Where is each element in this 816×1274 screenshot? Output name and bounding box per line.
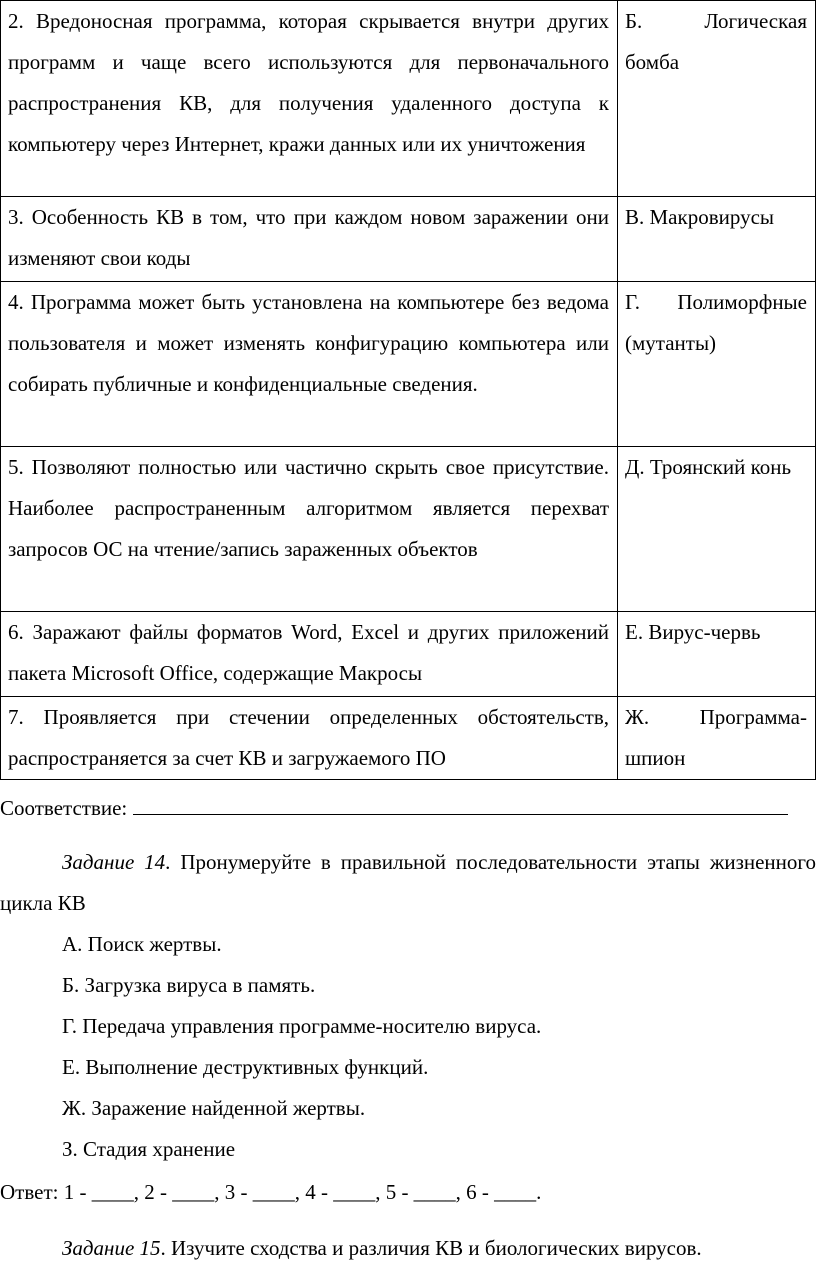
table-row xyxy=(1,697,816,780)
term-cell xyxy=(618,282,816,447)
table-row xyxy=(1,447,816,612)
lifecycle-stage-list xyxy=(62,924,802,1170)
task-15-text: . Изучите сходства и различия КВ и биологических вирусов. xyxy=(160,1236,702,1260)
list-item: Г. Передача управления программе-носителю вируса. xyxy=(62,1014,542,1038)
answer-line: Ответ: 1 - ____, 2 - ____, 3 - ____, 4 - ____, 5 - ____, 6 - ____. xyxy=(0,1180,542,1204)
table-row xyxy=(1,282,816,447)
term-cell xyxy=(618,697,816,780)
term-text: Г. Полиморфные (мутанты) xyxy=(625,290,807,355)
correspondence-label: Соответствие: xyxy=(0,796,128,820)
list-item: А. Поиск жертвы. xyxy=(62,932,222,956)
task-14-title: Задание 14 xyxy=(62,850,166,874)
table-row xyxy=(1,612,816,697)
term-cell xyxy=(618,1,816,197)
description-cell xyxy=(1,197,618,282)
term-cell xyxy=(618,197,816,282)
term-text: Д. Троянский конь xyxy=(625,455,792,479)
task-14-text: . Пронумеруйте в правильной последовательности этапы жизненного цикла КВ xyxy=(0,850,816,915)
description-cell xyxy=(1,447,618,612)
list-item: Б. Загрузка вируса в память. xyxy=(62,973,316,997)
table-row xyxy=(1,1,816,197)
task-14-paragraph xyxy=(0,842,816,924)
description-text: 7. Проявляется при стечении определенных обстоятельств, распространяется за счет КВ и загружаемого ПО xyxy=(8,705,609,770)
description-text: 4. Программа может быть установлена на компьютере без ведома пользователя и может изменять конфигурацию компьютера или собирать публичные и конфиденциальные сведения. xyxy=(8,290,609,396)
description-text: 5. Позволяют полностью или частично скрыть свое присутствие. Наиболее распространенным алгоритмом является перехват запросов ОС на чтение/запись зараженных объектов xyxy=(8,455,609,561)
list-item: З. Стадия хранение xyxy=(62,1137,236,1161)
description-cell xyxy=(1,697,618,780)
description-text: 3. Особенность КВ в том, что при каждом новом заражении они изменяют свои коды xyxy=(8,205,609,270)
term-text: Б. Логическая бомба xyxy=(625,9,807,74)
term-cell xyxy=(618,447,816,612)
description-cell xyxy=(1,1,618,197)
list-item: Е. Выполнение деструктивных функций. xyxy=(62,1055,429,1079)
description-text: 2. Вредоносная программа, которая скрывается внутри других программ и чаще всего используются для первоначального распространения КВ, для получения удаленного доступа к компьютеру через Интернет, кражи данных или их уничтожения xyxy=(8,9,609,156)
correspondence-line xyxy=(0,784,816,829)
task-15-title: Задание 15 xyxy=(62,1236,161,1260)
task-15-paragraph xyxy=(0,1228,816,1269)
table-row xyxy=(1,197,816,282)
description-cell xyxy=(1,282,618,447)
list-item: Ж. Заражение найденной жертвы. xyxy=(62,1096,366,1120)
correspondence-answer-blank xyxy=(133,784,788,815)
term-text: Ж. Программа-шпион xyxy=(625,705,807,770)
term-text: Е. Вирус-червь xyxy=(625,620,761,644)
term-text: В. Макровирусы xyxy=(625,205,775,229)
term-cell xyxy=(618,612,816,697)
description-text: 6. Заражают файлы форматов Word, Excel и других приложений пакета Microsoft Office, содержащие Макросы xyxy=(8,620,609,685)
description-cell xyxy=(1,612,618,697)
